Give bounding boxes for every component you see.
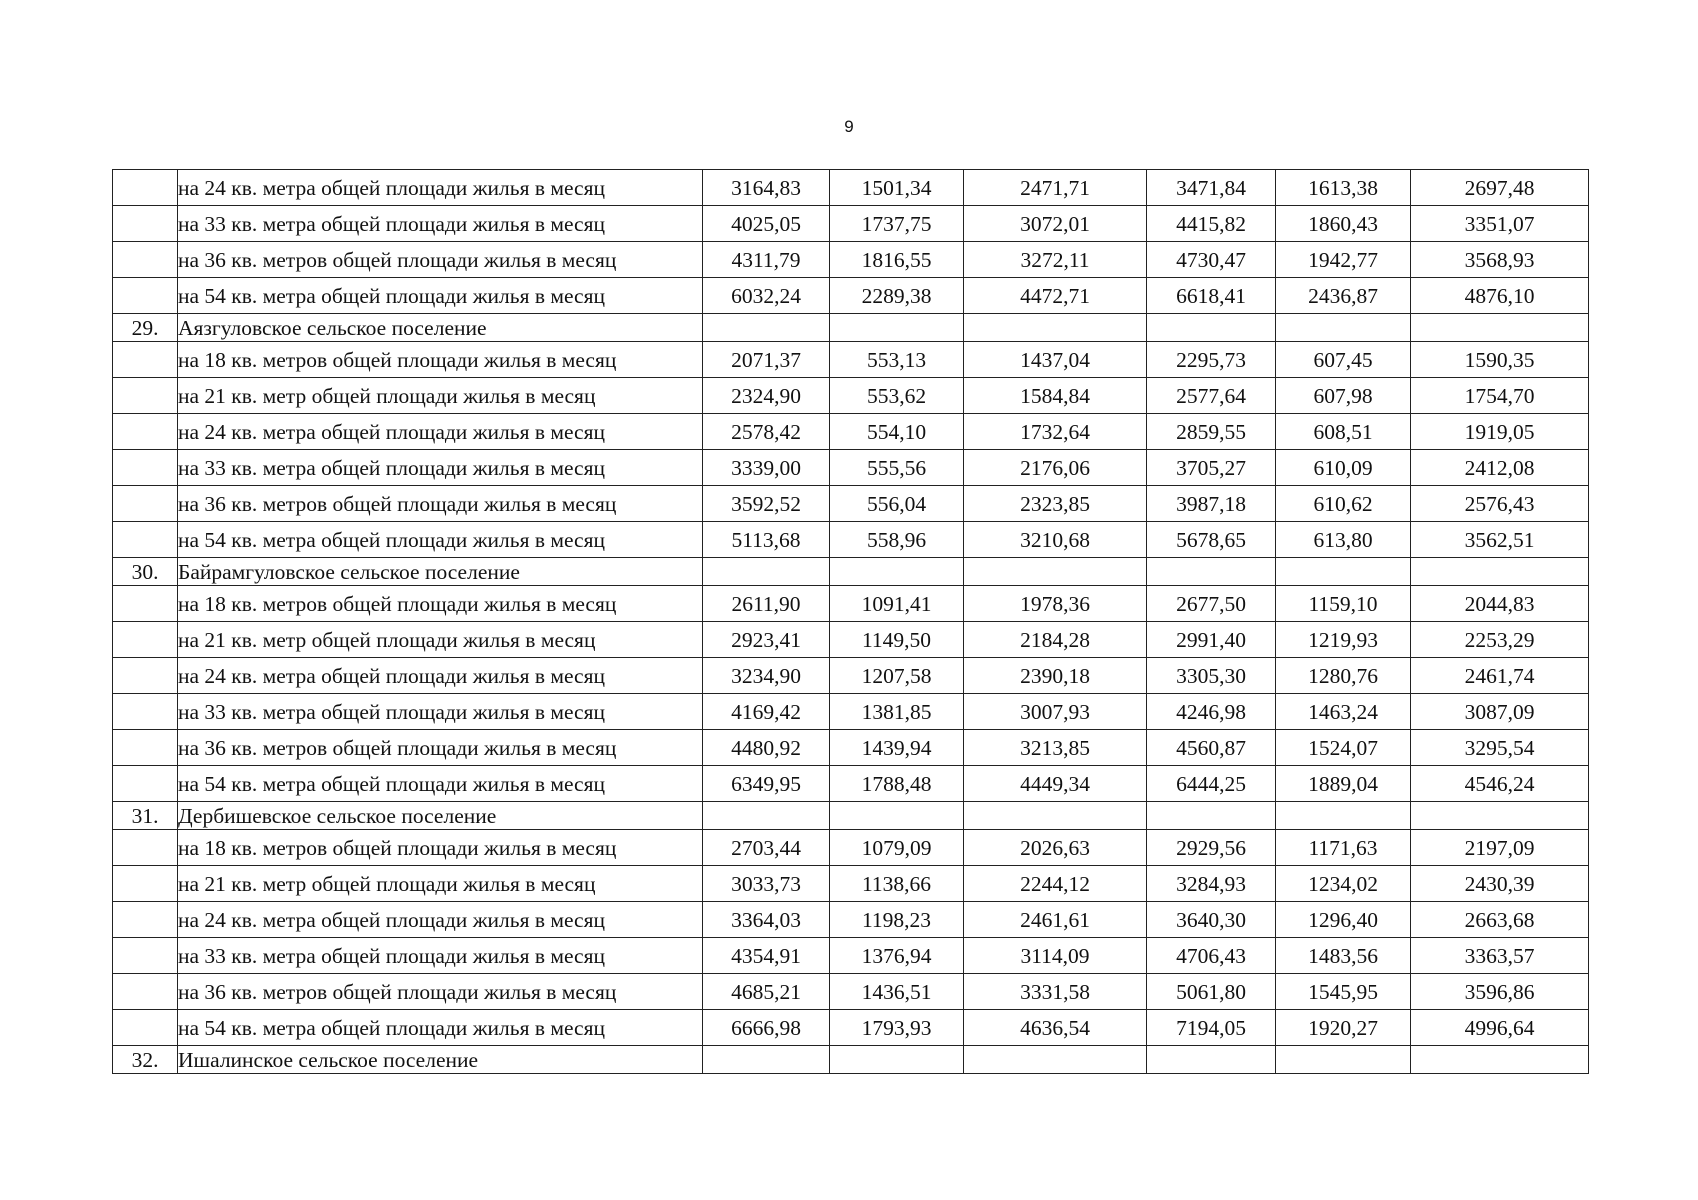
value-cell: 1149,50 (830, 622, 964, 658)
row-number-cell (113, 902, 178, 938)
row-number-cell (113, 170, 178, 206)
value-cell: 5678,65 (1147, 522, 1276, 558)
value-cell: 2577,64 (1147, 378, 1276, 414)
table-row (113, 766, 1589, 802)
value-cell: 558,96 (830, 522, 964, 558)
table-row (113, 170, 1589, 206)
value-cell: 4472,71 (964, 278, 1147, 314)
row-number-cell (113, 450, 178, 486)
value-cell: 3087,09 (1411, 694, 1589, 730)
table-row (113, 414, 1589, 450)
value-cell (964, 802, 1147, 830)
value-cell: 1436,51 (830, 974, 964, 1010)
value-cell: 3562,51 (1411, 522, 1589, 558)
settlement-name-cell: Ишалинское сельское поселение (178, 1046, 703, 1074)
value-cell: 2412,08 (1411, 450, 1589, 486)
table-row (113, 622, 1589, 658)
value-cell: 553,13 (830, 342, 964, 378)
value-cell (1147, 314, 1276, 342)
value-cell: 1207,58 (830, 658, 964, 694)
page-number: 9 (844, 117, 854, 136)
value-cell: 6444,25 (1147, 766, 1276, 802)
area-label-cell: на 24 кв. метра общей площади жилья в месяц (178, 658, 703, 694)
table-row (113, 378, 1589, 414)
row-number-cell (113, 622, 178, 658)
value-cell: 4636,54 (964, 1010, 1147, 1046)
area-label-cell: на 33 кв. метра общей площади жилья в месяц (178, 938, 703, 974)
value-cell (1276, 314, 1411, 342)
area-label-cell: на 21 кв. метр общей площади жилья в месяц (178, 866, 703, 902)
tariff-table (112, 169, 1589, 1074)
row-number-cell (113, 414, 178, 450)
value-cell: 2697,48 (1411, 170, 1589, 206)
value-cell (830, 314, 964, 342)
table-row (113, 902, 1589, 938)
value-cell: 1584,84 (964, 378, 1147, 414)
value-cell (1147, 558, 1276, 586)
row-number-cell (113, 242, 178, 278)
value-cell (964, 314, 1147, 342)
value-cell: 1889,04 (1276, 766, 1411, 802)
table-row (113, 694, 1589, 730)
row-number-cell (113, 866, 178, 902)
value-cell: 4730,47 (1147, 242, 1276, 278)
row-number-cell (113, 378, 178, 414)
value-cell: 3596,86 (1411, 974, 1589, 1010)
area-label-cell: на 18 кв. метров общей площади жилья в месяц (178, 586, 703, 622)
row-number-cell (113, 658, 178, 694)
value-cell: 1079,09 (830, 830, 964, 866)
area-label-cell: на 36 кв. метров общей площади жилья в месяц (178, 974, 703, 1010)
value-cell: 2390,18 (964, 658, 1147, 694)
value-cell (1411, 558, 1589, 586)
area-label-cell: на 21 кв. метр общей площади жилья в месяц (178, 622, 703, 658)
value-cell: 2929,56 (1147, 830, 1276, 866)
section-row (113, 558, 1589, 586)
value-cell: 4449,34 (964, 766, 1147, 802)
value-cell (830, 802, 964, 830)
table-row (113, 242, 1589, 278)
value-cell: 3471,84 (1147, 170, 1276, 206)
value-cell: 607,45 (1276, 342, 1411, 378)
row-number-cell (113, 206, 178, 242)
value-cell: 2430,39 (1411, 866, 1589, 902)
value-cell: 2576,43 (1411, 486, 1589, 522)
value-cell: 6666,98 (703, 1010, 830, 1046)
value-cell: 3987,18 (1147, 486, 1276, 522)
value-cell (703, 314, 830, 342)
value-cell: 3592,52 (703, 486, 830, 522)
value-cell: 3640,30 (1147, 902, 1276, 938)
settlement-name-cell: Аязгуловское сельское поселение (178, 314, 703, 342)
value-cell: 4246,98 (1147, 694, 1276, 730)
value-cell: 3331,58 (964, 974, 1147, 1010)
value-cell (1147, 802, 1276, 830)
row-number-cell (113, 1010, 178, 1046)
value-cell: 3351,07 (1411, 206, 1589, 242)
area-label-cell: на 24 кв. метра общей площади жилья в месяц (178, 170, 703, 206)
value-cell (830, 1046, 964, 1074)
row-number-cell: 30. (113, 558, 178, 586)
value-cell: 2991,40 (1147, 622, 1276, 658)
value-cell: 4546,24 (1411, 766, 1589, 802)
value-cell: 7194,05 (1147, 1010, 1276, 1046)
row-number-cell (113, 830, 178, 866)
value-cell: 6349,95 (703, 766, 830, 802)
value-cell: 3072,01 (964, 206, 1147, 242)
value-cell: 4354,91 (703, 938, 830, 974)
table-row (113, 938, 1589, 974)
value-cell: 3363,57 (1411, 938, 1589, 974)
value-cell: 3210,68 (964, 522, 1147, 558)
value-cell: 3364,03 (703, 902, 830, 938)
table-row (113, 522, 1589, 558)
table-row (113, 658, 1589, 694)
section-row (113, 314, 1589, 342)
value-cell: 610,09 (1276, 450, 1411, 486)
row-number-cell (113, 586, 178, 622)
value-cell: 3305,30 (1147, 658, 1276, 694)
value-cell: 2026,63 (964, 830, 1147, 866)
area-label-cell: на 24 кв. метра общей площади жилья в месяц (178, 414, 703, 450)
row-number-cell (113, 486, 178, 522)
value-cell: 1381,85 (830, 694, 964, 730)
value-cell: 3213,85 (964, 730, 1147, 766)
value-cell (1411, 314, 1589, 342)
value-cell: 2176,06 (964, 450, 1147, 486)
area-label-cell: на 18 кв. метров общей площади жилья в месяц (178, 342, 703, 378)
area-label-cell: на 54 кв. метра общей площади жилья в месяц (178, 522, 703, 558)
value-cell: 1545,95 (1276, 974, 1411, 1010)
area-label-cell: на 54 кв. метра общей площади жилья в месяц (178, 1010, 703, 1046)
value-cell: 1138,66 (830, 866, 964, 902)
value-cell: 1613,38 (1276, 170, 1411, 206)
value-cell: 3033,73 (703, 866, 830, 902)
value-cell: 1171,63 (1276, 830, 1411, 866)
value-cell: 2197,09 (1411, 830, 1589, 866)
row-number-cell (113, 766, 178, 802)
value-cell: 1439,94 (830, 730, 964, 766)
value-cell: 1978,36 (964, 586, 1147, 622)
value-cell: 6032,24 (703, 278, 830, 314)
value-cell: 4876,10 (1411, 278, 1589, 314)
value-cell: 1737,75 (830, 206, 964, 242)
row-number-cell: 29. (113, 314, 178, 342)
value-cell: 1091,41 (830, 586, 964, 622)
value-cell: 2923,41 (703, 622, 830, 658)
settlement-name-cell: Дербишевское сельское поселение (178, 802, 703, 830)
value-cell: 3339,00 (703, 450, 830, 486)
value-cell: 1437,04 (964, 342, 1147, 378)
area-label-cell: на 33 кв. метра общей площади жилья в месяц (178, 694, 703, 730)
value-cell: 1754,70 (1411, 378, 1589, 414)
value-cell: 4685,21 (703, 974, 830, 1010)
value-cell: 2044,83 (1411, 586, 1589, 622)
value-cell: 1198,23 (830, 902, 964, 938)
value-cell: 1296,40 (1276, 902, 1411, 938)
value-cell: 1942,77 (1276, 242, 1411, 278)
value-cell: 608,51 (1276, 414, 1411, 450)
value-cell: 3234,90 (703, 658, 830, 694)
value-cell: 2184,28 (964, 622, 1147, 658)
table-row (113, 278, 1589, 314)
value-cell: 1501,34 (830, 170, 964, 206)
value-cell: 2289,38 (830, 278, 964, 314)
row-number-cell: 32. (113, 1046, 178, 1074)
value-cell: 4480,92 (703, 730, 830, 766)
value-cell: 1483,56 (1276, 938, 1411, 974)
value-cell: 1376,94 (830, 938, 964, 974)
value-cell: 556,04 (830, 486, 964, 522)
area-label-cell: на 36 кв. метров общей площади жилья в месяц (178, 730, 703, 766)
value-cell: 4996,64 (1411, 1010, 1589, 1046)
value-cell (703, 802, 830, 830)
value-cell: 2436,87 (1276, 278, 1411, 314)
table-row (113, 830, 1589, 866)
value-cell: 3164,83 (703, 170, 830, 206)
value-cell: 2578,42 (703, 414, 830, 450)
value-cell: 2461,74 (1411, 658, 1589, 694)
value-cell: 4311,79 (703, 242, 830, 278)
table-row (113, 1010, 1589, 1046)
value-cell (1276, 802, 1411, 830)
value-cell: 3284,93 (1147, 866, 1276, 902)
value-cell: 2677,50 (1147, 586, 1276, 622)
area-label-cell: на 36 кв. метров общей площади жилья в месяц (178, 486, 703, 522)
value-cell: 3705,27 (1147, 450, 1276, 486)
value-cell: 2471,71 (964, 170, 1147, 206)
area-label-cell: на 33 кв. метра общей площади жилья в месяц (178, 206, 703, 242)
value-cell: 1159,10 (1276, 586, 1411, 622)
value-cell (1276, 558, 1411, 586)
row-number-cell: 31. (113, 802, 178, 830)
value-cell: 607,98 (1276, 378, 1411, 414)
value-cell: 2323,85 (964, 486, 1147, 522)
section-row (113, 802, 1589, 830)
area-label-cell: на 54 кв. метра общей площади жилья в месяц (178, 766, 703, 802)
value-cell: 3568,93 (1411, 242, 1589, 278)
value-cell: 5113,68 (703, 522, 830, 558)
value-cell: 3295,54 (1411, 730, 1589, 766)
value-cell: 2244,12 (964, 866, 1147, 902)
value-cell: 1219,93 (1276, 622, 1411, 658)
row-number-cell (113, 694, 178, 730)
value-cell (703, 1046, 830, 1074)
value-cell (1411, 1046, 1589, 1074)
table-row (113, 342, 1589, 378)
table-body (113, 170, 1589, 1074)
value-cell: 1788,48 (830, 766, 964, 802)
table-row (113, 586, 1589, 622)
value-cell: 1463,24 (1276, 694, 1411, 730)
value-cell: 6618,41 (1147, 278, 1276, 314)
value-cell: 1590,35 (1411, 342, 1589, 378)
value-cell: 4169,42 (703, 694, 830, 730)
row-number-cell (113, 974, 178, 1010)
value-cell: 1816,55 (830, 242, 964, 278)
value-cell: 1280,76 (1276, 658, 1411, 694)
value-cell (830, 558, 964, 586)
value-cell: 4415,82 (1147, 206, 1276, 242)
table-row (113, 450, 1589, 486)
section-row (113, 1046, 1589, 1074)
value-cell: 2071,37 (703, 342, 830, 378)
row-number-cell (113, 730, 178, 766)
area-label-cell: на 18 кв. метров общей площади жилья в месяц (178, 830, 703, 866)
row-number-cell (113, 278, 178, 314)
value-cell: 1234,02 (1276, 866, 1411, 902)
table-row (113, 974, 1589, 1010)
value-cell: 4025,05 (703, 206, 830, 242)
value-cell (703, 558, 830, 586)
value-cell: 3007,93 (964, 694, 1147, 730)
value-cell: 2295,73 (1147, 342, 1276, 378)
value-cell: 1793,93 (830, 1010, 964, 1046)
value-cell: 3114,09 (964, 938, 1147, 974)
table-row (113, 730, 1589, 766)
value-cell: 2324,90 (703, 378, 830, 414)
value-cell (1411, 802, 1589, 830)
settlement-name-cell: Байрамгуловское сельское поселение (178, 558, 703, 586)
table-row (113, 486, 1589, 522)
value-cell: 1920,27 (1276, 1010, 1411, 1046)
row-number-cell (113, 938, 178, 974)
value-cell: 2663,68 (1411, 902, 1589, 938)
value-cell: 4560,87 (1147, 730, 1276, 766)
value-cell: 613,80 (1276, 522, 1411, 558)
value-cell: 610,62 (1276, 486, 1411, 522)
value-cell: 553,62 (830, 378, 964, 414)
value-cell: 1860,43 (1276, 206, 1411, 242)
value-cell: 554,10 (830, 414, 964, 450)
table-row (113, 866, 1589, 902)
value-cell: 1919,05 (1411, 414, 1589, 450)
value-cell: 1732,64 (964, 414, 1147, 450)
value-cell: 2703,44 (703, 830, 830, 866)
value-cell (964, 558, 1147, 586)
value-cell: 1524,07 (1276, 730, 1411, 766)
row-number-cell (113, 522, 178, 558)
area-label-cell: на 54 кв. метра общей площади жилья в месяц (178, 278, 703, 314)
area-label-cell: на 36 кв. метров общей площади жилья в месяц (178, 242, 703, 278)
value-cell: 3272,11 (964, 242, 1147, 278)
value-cell: 555,56 (830, 450, 964, 486)
value-cell: 2859,55 (1147, 414, 1276, 450)
value-cell: 2461,61 (964, 902, 1147, 938)
value-cell: 2253,29 (1411, 622, 1589, 658)
row-number-cell (113, 342, 178, 378)
value-cell: 4706,43 (1147, 938, 1276, 974)
value-cell (1147, 1046, 1276, 1074)
area-label-cell: на 24 кв. метра общей площади жилья в месяц (178, 902, 703, 938)
value-cell: 2611,90 (703, 586, 830, 622)
area-label-cell: на 33 кв. метра общей площади жилья в месяц (178, 450, 703, 486)
table-row (113, 206, 1589, 242)
value-cell (1276, 1046, 1411, 1074)
area-label-cell: на 21 кв. метр общей площади жилья в месяц (178, 378, 703, 414)
value-cell (964, 1046, 1147, 1074)
value-cell: 5061,80 (1147, 974, 1276, 1010)
